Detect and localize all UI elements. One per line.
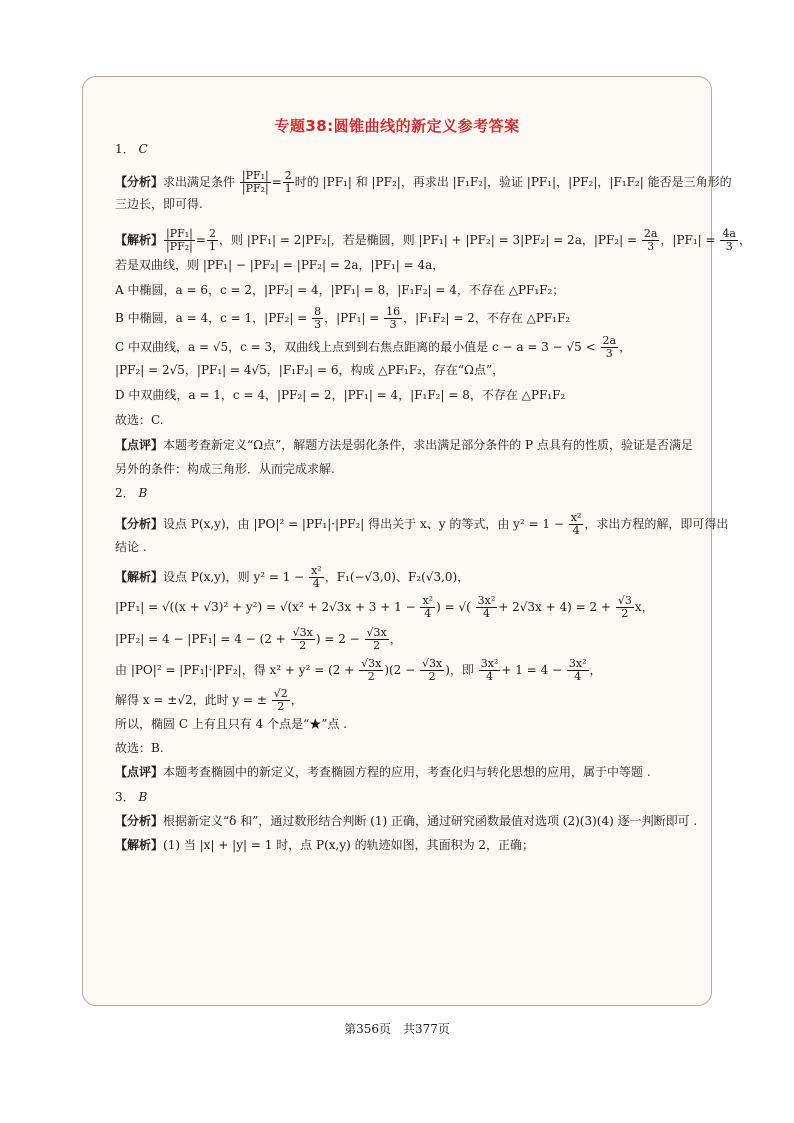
numerator: √3x [361,657,382,670]
numerator: 2a [602,334,617,347]
text: ) = 2 − [315,632,360,646]
text: B 中椭圆，a = 4，c = 1，|PF₂| = [115,311,308,325]
denominator: 4 [574,670,582,683]
text: 由 |PO|² = |PF₁|·|PF₂|，得 x² + y² = (2 + [115,663,355,677]
denominator: 2 [299,639,307,652]
numerator: x² [311,564,322,577]
denominator: 4 [572,524,580,537]
text: ，则 |PF₁| = 2|PF₂|，若是椭圆，则 |PF₁| + |PF₂| = 3|PF₂| = 2a，|PF₂| = [218,233,638,247]
solution-tag: 【解析】 [115,233,164,247]
q1-comment-line1 [115,438,693,452]
fraction [309,565,324,590]
numerator: |PF₁| [241,169,269,182]
q2-equation-line [115,658,602,683]
fraction [567,658,589,683]
text: + 1 = 4 − [501,663,563,677]
denominator: 3 [647,240,655,253]
text: 设点 P(x,y)，由 |PO|² = |PF₁|·|PF₂| 得出关于 x、y 的等式，由 y² = 1 − [163,517,564,531]
numerator: 16 [386,305,401,318]
page-title: 专题38:圆锥曲线的新定义参考答案 [274,117,520,135]
fraction [272,688,290,713]
q1-option-c: C 中双曲线，a = √5，c = 3，双曲线上点到到右焦点距离的最小值是 c − a = 3 − √5 < $\frac{2a}{3}$ ， [115,334,632,360]
solution-tag: 【解析】 [115,838,164,852]
denominator: |PF₂| [166,240,193,253]
numerator: |PF₁| [166,227,193,240]
q1-analysis-line2: 三边长，即可得. [115,197,203,211]
text: C 中双曲线，a = √5，c = 3，双曲线上点到到右焦点距离的最小值是 c − a = 3 − √5 < [115,340,596,354]
numerator: √3x [292,626,313,639]
solution-tag: 【解析】 [115,570,164,584]
q1-option-c2: |PF₂| = 2√5，|PF₁| = 4√5，|F₁F₂| = 6，构成 △PF₁F₂，存在“Ω点”， [115,363,505,377]
fraction [616,595,634,620]
text: 本题考查新定义“Ω点”，解题方法是弱化条件，求出满足部分条件的 P 点具有的性质，验证是否满足 [163,438,693,452]
denominator: 2 [373,639,381,652]
question-answer: C [138,142,148,156]
text: |PF₁| = √((x + √3)² + y²) = √(x² + 2√3x + 3 + 1 − [115,600,416,614]
q2-solve-line [115,688,303,713]
q1-analysis-line1: 【分析】求出满足条件 $\frac{\text{|PF₁|}}{\text{|PF₂|}}$ = $\frac{2}{1}$ 时的 |PF₁| 和 |PF₂|，再求出 |F₁F₂|，验证 |PF₁|，|PF₂|，|F₁F₂| 能否是三角形的 [115,169,732,195]
text: x， [634,600,654,614]
denominator: 2 [428,670,436,683]
denominator: 4 [424,607,432,620]
text: ， [389,632,402,646]
comment-tag: 【点评】 [115,765,164,779]
fraction [569,512,584,537]
text: ，|PF₁| = [660,233,716,247]
text: )(2 − [384,663,416,677]
q2-pf1-line [115,595,654,620]
numerator: √3 [617,594,632,607]
q1-solution-line1: 【解析】 $\frac{\text{|PF₁|}}{\text{|PF₂|}}$ = $\frac{2}{1}$ ，则 |PF₁| = 2|PF₂|，若是椭圆，则 |PF₁| + |PF₂| = 3|PF₂| = 2a，|PF₂| = $\frac{2a}{3}$ ，|PF₁| = $\frac{4a}{3}$ ， [115,227,751,253]
fraction [207,228,218,253]
numerator: 8 [314,305,322,318]
text: 时的 |PF₁| 和 |PF₂|，再求出 |F₁F₂|，验证 |PF₁|，|PF₂|，|F₁F₂| 能否是三角形的 [294,175,732,189]
denominator: 4 [312,577,320,590]
q2-header [115,486,147,500]
text: 本题考查椭圆中的新定义，考查椭圆方程的应用，考查化归与转化思想的应用，属于中等题 . [163,765,651,779]
analysis-tag: 【分析】 [115,175,164,189]
text: ，F₁(−√3,0)、F₂(√3,0)， [324,570,470,584]
text: (1) 当 |x| + |y| = 1 时，点 P(x,y) 的轨迹如图，其面积为 2，正确； [163,838,535,852]
numerator: x² [570,511,582,524]
q3-solution [115,838,534,852]
text: 解得 x = ±√2，此时 y = ± [115,693,267,707]
q1-comment-line2: 另外的条件：构成三角形．从而完成求解. [115,462,335,476]
numerator: 3x² [477,594,496,607]
question-number: 2． [115,486,135,500]
q1-option-b [115,306,570,331]
q3-header [115,790,147,804]
denominator: 1 [284,182,292,195]
fraction [476,595,498,620]
denominator: 4 [482,607,490,620]
text: ，求出方程的解，即可得出 [584,517,729,531]
numerator: √3x [422,657,443,670]
q2-comment [115,765,651,779]
fraction [420,658,444,683]
fraction [720,228,738,253]
page-footer: 第356页 共377页 [344,1022,450,1036]
denominator: 3 [725,240,733,253]
q1-option-d: D 中双曲线，a = 1，c = 4，|PF₂| = 2，|PF₁| = 4，|F₁F₂| = 8，不存在 △PF₁F₂ [115,388,566,402]
text: ) = √( [436,600,471,614]
text: 根据新定义“δ 和”，通过数形结合判断 (1) 正确，通过研究函数最值对选项 (2)(3)(4) 逐一判断即可 . [163,814,698,828]
denominator: 2 [367,670,375,683]
numerator: 2 [284,169,292,182]
fraction [642,228,660,253]
analysis-tag: 【分析】 [115,814,164,828]
fraction [312,306,323,331]
denominator: 3 [389,318,397,331]
text: 求出满足条件 [163,175,236,189]
denominator: |PF₂| [241,182,269,195]
fraction [240,170,271,195]
text: 设点 P(x,y)，则 y² = 1 − [163,570,305,584]
text: ，|PF₁| = [324,311,380,325]
denominator: 3 [314,318,322,331]
fraction [384,306,402,331]
text: |PF₂| = 4 − |PF₁| = 4 − (2 + [115,632,286,646]
q2-analysis-line2: 结论 . [115,540,147,554]
q2-solution-line1 [115,565,469,590]
fraction [601,335,619,360]
numerator: 2a [643,227,658,240]
analysis-tag: 【分析】 [115,517,164,531]
text: )，即 [445,663,474,677]
numerator: 3x² [568,657,587,670]
q1-choice: 故选：C. [115,413,164,427]
fraction [365,627,389,652]
text: ，|F₁F₂| = 2，不存在 △PF₁F₂ [403,311,571,325]
question-answer: B [138,486,148,500]
question-number: 1． [115,142,135,156]
denominator: 3 [605,347,613,360]
q3-analysis [115,814,697,828]
numerator: 3x² [480,657,499,670]
numerator: √2 [273,687,288,700]
comment-tag: 【点评】 [115,438,164,452]
denominator: 2 [621,607,629,620]
denominator: 2 [277,700,285,713]
numerator: 4a [722,227,736,240]
text: ， [589,663,602,677]
q2-analysis-line1 [115,512,728,537]
denominator: 4 [486,670,494,683]
numerator: x² [422,594,434,607]
q1-header [115,142,148,156]
fraction [359,658,383,683]
fraction [283,170,294,195]
question-number: 3． [115,790,135,804]
answer-panel [82,76,712,1006]
text: + 2√3x + 4) = 2 + [498,600,611,614]
q1-option-a: A 中椭圆，a = 6，c = 2，|PF₂| = 4，|PF₁| = 8，|F₁F₂| = 4，不存在 △PF₁F₂； [115,283,565,297]
denominator: 1 [208,240,216,253]
fraction [420,595,435,620]
q2-choice: 故选：B. [115,741,164,755]
q1-hyperbola-line: 若是双曲线，则 |PF₁| − |PF₂| = |PF₂| = 2a，|PF₁| = 4a， [115,258,445,272]
numerator: 2 [208,227,216,240]
fraction [479,658,501,683]
fraction [164,228,195,253]
fraction [291,627,315,652]
q2-conclusion: 所以，椭圆 C 上有且只有 4 个点是“★”点 . [115,717,347,731]
text: ， [290,693,303,707]
question-answer: B [138,790,148,804]
numerator: √3x [366,626,387,639]
q2-pf2-line [115,627,402,652]
